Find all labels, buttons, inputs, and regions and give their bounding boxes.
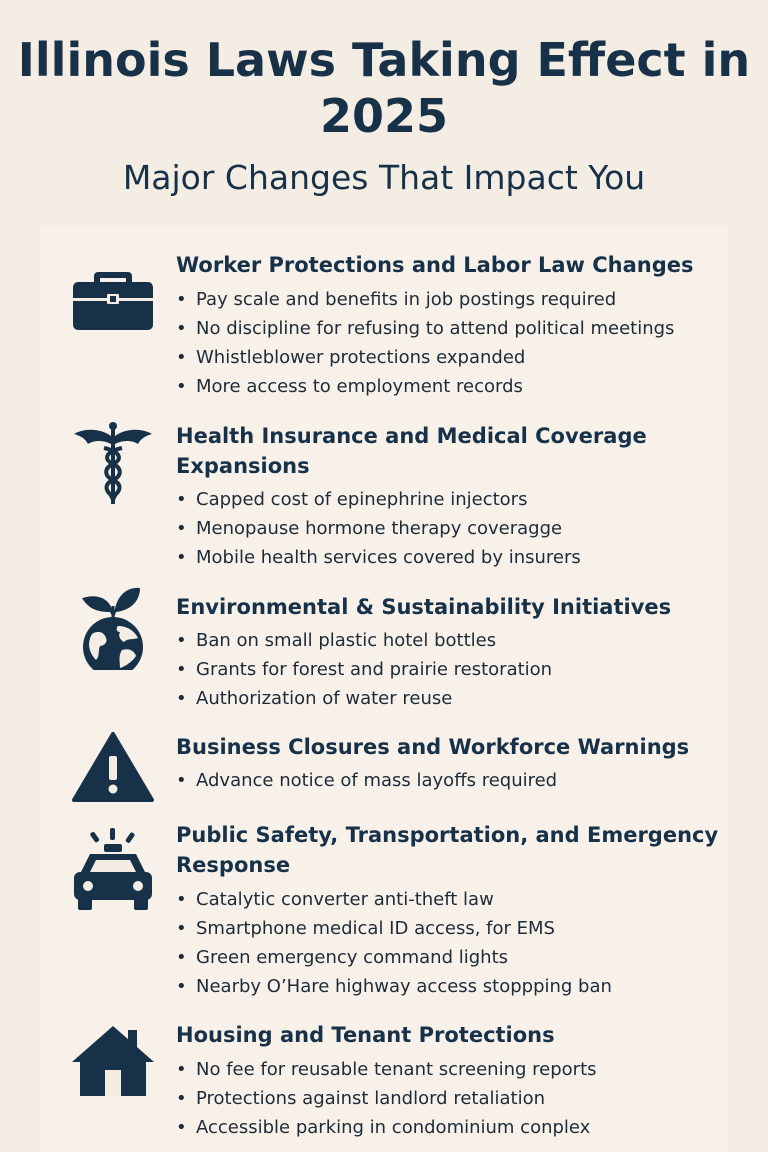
bullet-list [176,1055,756,1142]
bullet-list [176,766,756,795]
list-item: • Accessible parking in condominium conplex [176,1117,591,1138]
list-item: • Grants for forest and prairie restoration [176,659,553,680]
caduceus-icon [70,420,156,506]
bullet-list [176,885,756,1001]
globe-sprout-icon [70,584,156,670]
list-item: • Ban on small plastic hotel bottles [176,630,497,651]
briefcase-icon [70,256,156,342]
page-subtitle: Major Changes That Impact You [122,158,646,197]
list-item: • Smartphone medical ID access, for EMS [176,918,555,939]
house-icon [70,1022,156,1108]
page-title: Illinois Laws Taking Effect in 2025 [17,33,751,143]
list-item: • Green emergency command lights [176,947,509,968]
section-title: Health Insurance and Medical Coverage Expansions [176,424,647,478]
bullet-list [176,485,756,572]
list-item: • Mobile health services covered by insurers [176,547,581,568]
bullet-list [176,626,756,713]
bullet-list [176,285,756,401]
list-item: • Advance notice of mass layoffs required [176,770,558,791]
emergency-vehicle-icon [70,826,156,912]
list-item: • No discipline for refusing to attend political meetings [176,318,675,339]
list-item: • Pay scale and benefits in job postings required [176,289,617,310]
list-item: • No fee for reusable tenant screening reports [176,1059,597,1080]
list-item: • More access to employment records [176,376,523,397]
section-title: Housing and Tenant Protections [176,1023,555,1047]
list-item: • Whistleblower protections expanded [176,347,526,368]
section-title: Worker Protections and Labor Law Changes [176,253,694,277]
section-title: Business Closures and Workforce Warnings [176,735,690,759]
list-item: • Protections against landlord retaliation [176,1088,546,1109]
list-item: • Catalytic converter anti-theft law [176,889,494,910]
section-title: Environmental & Sustainability Initiatives [176,595,672,619]
list-item: • Capped cost of epinephrine injectors [176,489,528,510]
section-title: Public Safety, Transportation, and Emergency Response [176,823,719,877]
list-item: • Nearby O’Hare highway access stoppping ban [176,976,612,997]
list-item: • Authorization of water reuse [176,688,453,709]
warning-icon [70,726,156,812]
list-item: • Menopause hormone therapy coveragge [176,518,563,539]
